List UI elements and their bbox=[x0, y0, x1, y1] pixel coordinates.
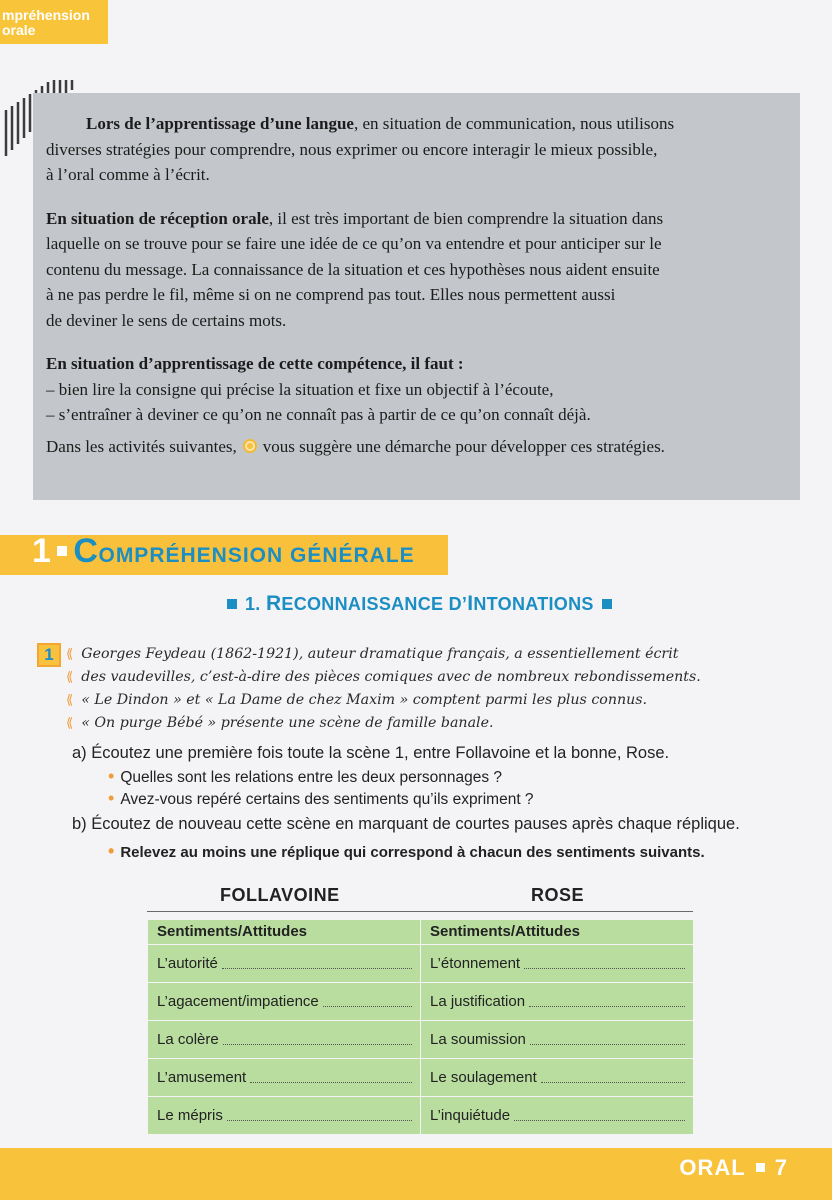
chapter-tab-line1: mpréhension bbox=[2, 7, 90, 23]
rose-table bbox=[421, 920, 693, 1134]
row-label: La justification bbox=[430, 993, 526, 1010]
answer-line[interactable] bbox=[222, 958, 412, 969]
subsection-number: 1. bbox=[245, 594, 261, 614]
answer-line[interactable] bbox=[514, 1110, 685, 1121]
table-rule bbox=[147, 911, 693, 912]
square-bullet-icon bbox=[756, 1163, 765, 1172]
row-label: Le soulagement bbox=[430, 1069, 537, 1086]
intro-p1-rest: , en situation de communication, nous utilisons bbox=[353, 114, 675, 133]
intro-paragraph-1 bbox=[46, 111, 786, 188]
table-row bbox=[148, 1058, 420, 1096]
row-label: La soumission bbox=[430, 1031, 526, 1048]
question-b-bullet-1: • Relevez au moins une réplique qui correspond à chacun des sentiments suivants. bbox=[108, 841, 705, 862]
table-row bbox=[421, 944, 693, 982]
arrow-icon: ⟪ bbox=[66, 693, 74, 708]
page-number: 7 bbox=[774, 1155, 788, 1180]
intro-p1-line2: diverses stratégies pour comprendre, nous exprimer ou encore interagir le mieux possible, bbox=[46, 139, 658, 159]
table-row bbox=[148, 982, 420, 1020]
table-row bbox=[421, 1020, 693, 1058]
subsection-cap2: I bbox=[467, 592, 474, 615]
intro-line bbox=[66, 666, 811, 689]
intro-p2-line2: laquelle on se trouve pour se faire une idée de ce qu’on va entendre et pour anticiper sur le bbox=[46, 234, 662, 253]
subsection-rest1: ECONNAISSANCE D’ bbox=[281, 594, 468, 614]
answer-line[interactable] bbox=[227, 1110, 412, 1121]
section-number: 1 bbox=[32, 532, 52, 570]
answer-line[interactable] bbox=[530, 1034, 685, 1045]
answer-line[interactable] bbox=[524, 958, 685, 969]
square-bullet-icon bbox=[57, 546, 67, 556]
table-header: Sentiments/Attitudes bbox=[421, 920, 693, 944]
table-row bbox=[421, 1058, 693, 1096]
intro-box bbox=[33, 93, 800, 500]
intro-line-text: Georges Feydeau (1862-1921), auteur dramatique français, a essentiellement écrit bbox=[81, 646, 679, 662]
follavoine-title: FOLLAVOINE bbox=[220, 885, 340, 905]
row-label: L’autorité bbox=[157, 955, 218, 972]
intro-paragraph-4 bbox=[46, 434, 786, 460]
question-b: b) Écoutez de nouveau cette scène en marquant de courtes pauses après chaque réplique. bbox=[72, 815, 740, 833]
answer-line[interactable] bbox=[541, 1072, 685, 1083]
intro-p2-line5: de deviner le sens de certains mots. bbox=[46, 310, 287, 330]
section-title-rest: OMPRÉHENSION GÉNÉRALE bbox=[98, 544, 415, 567]
row-label: L’agacement/impatience bbox=[157, 993, 319, 1010]
intro-paragraph-2 bbox=[46, 206, 786, 334]
chapter-tab-line2: orale bbox=[2, 22, 36, 38]
intro-p1-line3: à l’oral comme à l’écrit. bbox=[46, 165, 210, 184]
intro-p2-bold: En situation de réception orale bbox=[46, 208, 269, 228]
question-a-bullet-1: • Quelles sont les relations entre les deux personnages ? bbox=[108, 766, 502, 787]
arrow-icon: ⟪ bbox=[66, 647, 74, 662]
row-label: L’inquiétude bbox=[430, 1107, 511, 1124]
section-title bbox=[32, 532, 415, 571]
rose-title: ROSE bbox=[531, 885, 585, 905]
footer-label: ORAL bbox=[679, 1155, 746, 1180]
intro-p1-bold: Lors de l’apprentissage d’une langue bbox=[86, 114, 354, 133]
intro-line bbox=[66, 643, 811, 666]
exercise-number: 1 bbox=[37, 643, 61, 667]
intro-p3-line3: – s’entraîner à deviner ce qu’on ne connaît pas à partir de ce qu’on connaît déjà. bbox=[46, 405, 591, 424]
intro-paragraph-3 bbox=[46, 351, 786, 428]
row-label: L’étonnement bbox=[430, 955, 521, 972]
intro-p4-end: vous suggère une démarche pour développer ces stratégies. bbox=[262, 436, 665, 456]
follavoine-table bbox=[148, 920, 420, 1134]
table-row bbox=[421, 982, 693, 1020]
intro-line-text: « On purge Bébé » présente une scène de famille banale. bbox=[81, 715, 494, 731]
subsection-rest2: NTONATIONS bbox=[473, 594, 594, 614]
answer-line[interactable] bbox=[323, 996, 412, 1007]
section-cap: C bbox=[73, 532, 99, 570]
intro-p3-bold: En situation d’apprentissage de cette compétence, il faut : bbox=[46, 354, 464, 373]
table-header: Sentiments/Attitudes bbox=[148, 920, 420, 944]
intro-p2-line3: contenu du message. La connaissance de la situation et ces hypothèses nous aident ensuite bbox=[46, 259, 660, 279]
intro-p3-line2: – bien lire la consigne qui précise la situation et fixe un objectif à l’écoute, bbox=[46, 379, 554, 399]
ear-icon bbox=[243, 439, 257, 453]
row-label: La colère bbox=[157, 1031, 219, 1048]
answer-line[interactable] bbox=[529, 996, 685, 1007]
table-row bbox=[148, 1020, 420, 1058]
arrow-icon: ⟪ bbox=[66, 716, 74, 731]
intro-line bbox=[66, 712, 811, 735]
answer-line[interactable] bbox=[250, 1072, 412, 1083]
footer bbox=[679, 1155, 788, 1181]
intro-p4-start: Dans les activités suivantes, bbox=[46, 436, 237, 456]
intro-line-text: « Le Dindon » et « La Dame de chez Maxim » comptent parmi les plus connus. bbox=[81, 692, 648, 708]
answer-line[interactable] bbox=[223, 1034, 412, 1045]
table-row bbox=[148, 1096, 420, 1134]
row-label: L’amusement bbox=[157, 1069, 247, 1086]
subsection-cap1: R bbox=[265, 592, 282, 615]
intro-p2-line4: à ne pas perdre le fil, même si on ne comprend pas tout. Elles nous permettent aussi bbox=[46, 285, 616, 304]
square-bullet-icon bbox=[227, 599, 237, 609]
intro-line-text: des vaudevilles, c’est-à-dire des pièces comiques avec de nombreux rebondissements. bbox=[81, 669, 701, 685]
exercise-intro bbox=[66, 643, 811, 735]
table-row bbox=[421, 1096, 693, 1134]
chapter-tab bbox=[0, 0, 108, 44]
table-row bbox=[148, 944, 420, 982]
row-label: Le mépris bbox=[157, 1107, 223, 1124]
square-bullet-icon bbox=[602, 599, 612, 609]
intro-line bbox=[66, 689, 811, 712]
subsection-title bbox=[219, 592, 620, 616]
question-a: a) Écoutez une première fois toute la scène 1, entre Follavoine et la bonne, Rose. bbox=[72, 744, 670, 762]
intro-p2-rest: , il est très important de bien comprendre la situation dans bbox=[268, 208, 664, 228]
question-a-bullet-2: • Avez-vous repéré certains des sentiments qu’ils expriment ? bbox=[108, 788, 534, 809]
arrow-icon: ⟪ bbox=[66, 670, 74, 685]
